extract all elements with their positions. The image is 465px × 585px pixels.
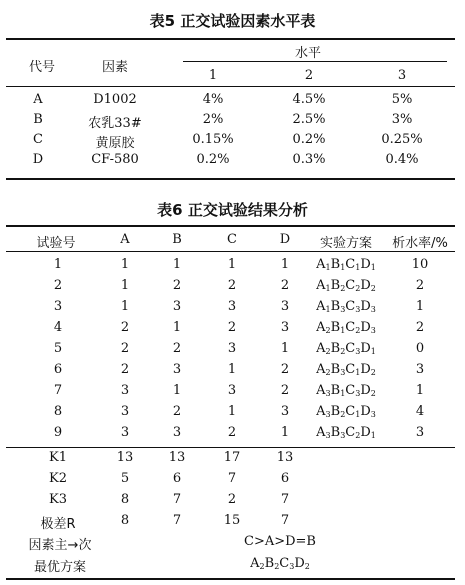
table6-header-a: A [120, 232, 130, 247]
table5-row-code: D [32, 152, 44, 167]
summary-a: 8 [120, 513, 130, 528]
table6-row-rate: 2 [415, 320, 425, 335]
table6-row-d: 1 [280, 425, 290, 440]
summary-d: 6 [280, 471, 290, 486]
table6-row-no: 8 [53, 404, 63, 419]
table6-row-c: 1 [227, 404, 237, 419]
table6-row-no: 7 [53, 383, 63, 398]
table6-row-c: 3 [227, 383, 237, 398]
table6-row-a: 3 [120, 425, 130, 440]
table5-row-code: C [33, 132, 43, 147]
table6-row-rate: 3 [415, 425, 425, 440]
summary-b: 7 [172, 513, 182, 528]
table6-row-a: 3 [120, 404, 130, 419]
table6-row-b: 2 [172, 278, 182, 293]
summary-d: 7 [280, 513, 290, 528]
table6-row-d: 3 [280, 404, 290, 419]
table5-row-code: A [33, 92, 43, 107]
table5-row-l3: 0.4% [385, 152, 419, 167]
summary-a: 13 [116, 450, 134, 465]
table5-header-rule [6, 86, 455, 87]
table6-header-rate: 析水率/% [392, 236, 448, 251]
table6-header-b: B [172, 232, 182, 247]
table6-row-b: 1 [172, 320, 182, 335]
table5-row-l2: 0.2% [292, 132, 326, 147]
table5-row-l1: 0.2% [196, 152, 230, 167]
table6-header-c: C [227, 232, 237, 247]
summary-c: 2 [227, 492, 237, 507]
table5-row-l2: 0.3% [292, 152, 326, 167]
summary-label: K2 [49, 471, 67, 486]
table6-row-a: 1 [120, 299, 130, 314]
table6-row-c: 1 [227, 362, 237, 377]
table6-row-a: 3 [120, 383, 130, 398]
table6-row-a: 2 [120, 341, 130, 356]
table6-summary-rule [6, 447, 455, 448]
table6-row-rate: 1 [415, 383, 425, 398]
summary-d: 7 [280, 492, 290, 507]
table6-row-b: 3 [172, 299, 182, 314]
table6-row-plan: $A_3B_1C_3D_2$ [316, 383, 376, 398]
table6-row-a: 2 [120, 320, 130, 335]
table6-row-plan: $A_1B_1C_1D_1$ [316, 257, 376, 272]
table5-header-l3: 3 [397, 68, 407, 83]
best-plan-label: 最优方案 [33, 560, 87, 575]
table5-row-l3: 3% [391, 112, 413, 127]
summary-label: K1 [49, 450, 67, 465]
table6-row-c: 3 [227, 341, 237, 356]
table6-header-rule [6, 251, 455, 252]
table5-row-l3: 0.25% [381, 132, 423, 147]
table6-header-no: 试验号 [36, 236, 76, 251]
table6-row-d: 2 [280, 383, 290, 398]
best-plan-value: $A_2B_2C_3D_2$ [250, 556, 310, 571]
table6-row-b: 1 [172, 383, 182, 398]
summary-c: 15 [223, 513, 241, 528]
table6-row-rate: 1 [415, 299, 425, 314]
table5-header-l1: 1 [208, 68, 218, 83]
table6-row-b: 2 [172, 404, 182, 419]
table6-row-plan: $A_2B_2C_3D_1$ [316, 341, 376, 356]
table6-row-a: 2 [120, 362, 130, 377]
table6-row-d: 3 [280, 320, 290, 335]
table6-row-no: 6 [53, 362, 63, 377]
table6-row-d: 1 [280, 341, 290, 356]
table6-row-plan: $A_2B_1C_2D_3$ [316, 320, 376, 335]
table6-row-c: 3 [227, 299, 237, 314]
table6-row-b: 1 [172, 257, 182, 272]
table5-top-rule [6, 38, 455, 40]
table6-row-plan: $A_2B_3C_1D_2$ [316, 362, 376, 377]
table5-row-factor: CF-580 [91, 152, 139, 167]
table6-row-rate: 2 [415, 278, 425, 293]
table6-row-plan: $A_3B_2C_1D_3$ [316, 404, 376, 419]
table5-bottom-rule [6, 178, 455, 180]
table5-row-factor: 黄原胶 [95, 136, 135, 151]
factor-order-label: 因素主→次 [28, 538, 92, 553]
summary-a: 5 [120, 471, 130, 486]
table6-row-plan: $A_1B_3C_3D_3$ [316, 299, 376, 314]
table5-header-code: 代号 [28, 60, 56, 75]
table5-header-factor: 因素 [101, 60, 129, 75]
table5-level-rule [183, 61, 447, 62]
table6-row-rate: 3 [415, 362, 425, 377]
table5-header-level: 水平 [294, 46, 322, 61]
table6-top-rule [6, 225, 455, 227]
table5-row-l3: 5% [391, 92, 413, 107]
summary-label: 极差R [40, 517, 76, 532]
summary-b: 13 [168, 450, 186, 465]
table6-row-a: 1 [120, 257, 130, 272]
summary-b: 6 [172, 471, 182, 486]
table6-row-b: 2 [172, 341, 182, 356]
table5-row-factor: 农乳33# [88, 116, 142, 131]
table5-row-factor: D1002 [93, 92, 137, 107]
table6-row-c: 2 [227, 425, 237, 440]
table5-row-l1: 0.15% [192, 132, 234, 147]
summary-c: 17 [223, 450, 241, 465]
summary-c: 7 [227, 471, 237, 486]
table6-row-no: 1 [53, 257, 63, 272]
table6-row-no: 4 [53, 320, 63, 335]
table6-row-a: 1 [120, 278, 130, 293]
table6-row-no: 5 [53, 341, 63, 356]
table6-row-c: 2 [227, 320, 237, 335]
table6-row-d: 2 [280, 278, 290, 293]
table6-header-d: D [279, 232, 291, 247]
summary-a: 8 [120, 492, 130, 507]
table6-title: 表6 正交试验结果分析 [157, 201, 308, 219]
table6-row-d: 2 [280, 362, 290, 377]
table6-row-rate: 4 [415, 404, 425, 419]
table5-row-l2: 4.5% [292, 92, 326, 107]
table6-row-no: 9 [53, 425, 63, 440]
table5-row-code: B [33, 112, 43, 127]
table5-row-l1: 4% [202, 92, 224, 107]
table6-row-b: 3 [172, 425, 182, 440]
table6-row-b: 3 [172, 362, 182, 377]
table5-title: 表5 正交试验因素水平表 [149, 12, 316, 30]
table6-bottom-rule [6, 578, 455, 580]
table6-header-plan: 实验方案 [319, 236, 373, 251]
table6-row-plan: $A_3B_3C_2D_1$ [316, 425, 376, 440]
table6-row-c: 1 [227, 257, 237, 272]
table6-row-rate: 10 [411, 257, 429, 272]
table6-row-d: 3 [280, 299, 290, 314]
summary-b: 7 [172, 492, 182, 507]
table6-row-rate: 0 [415, 341, 425, 356]
table6-row-d: 1 [280, 257, 290, 272]
table6-row-plan: $A_1B_2C_2D_2$ [316, 278, 376, 293]
table6-row-no: 3 [53, 299, 63, 314]
table5-row-l2: 2.5% [292, 112, 326, 127]
table5-header-l2: 2 [304, 68, 314, 83]
table6-row-c: 2 [227, 278, 237, 293]
table6-row-no: 2 [53, 278, 63, 293]
summary-d: 13 [276, 450, 294, 465]
factor-order-value: C>A>D=B [244, 534, 316, 549]
summary-label: K3 [49, 492, 67, 507]
table5-row-l1: 2% [202, 112, 224, 127]
